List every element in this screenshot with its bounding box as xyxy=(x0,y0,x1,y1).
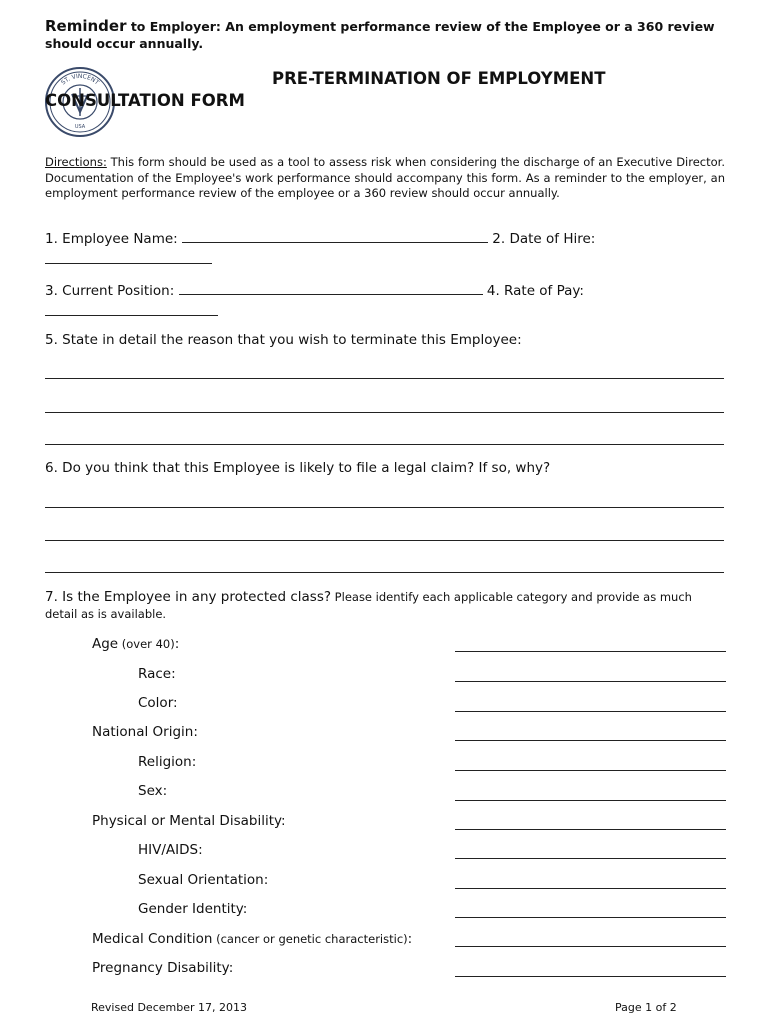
reminder-rest: to Employer: An employment performance review of the Employee or a 360 review should occur annually. xyxy=(45,19,715,51)
category-sex-field[interactable] xyxy=(455,800,726,801)
directions-label: Directions: xyxy=(45,155,107,169)
seal-bottom-text: USA xyxy=(74,124,86,130)
q5-answer-line[interactable] xyxy=(45,378,724,379)
category-medical-condition-label: Medical Condition (cancer or genetic characteristic): xyxy=(92,931,413,947)
category-color-field[interactable] xyxy=(455,711,726,712)
q6-answer-line[interactable] xyxy=(45,572,724,573)
category-national-origin-field[interactable] xyxy=(455,740,726,741)
directions-paragraph xyxy=(45,155,725,202)
seal-top-text: ST. VINCENT xyxy=(59,72,101,87)
footer-revised: Revised December 17, 2013 xyxy=(91,1001,247,1014)
reminder-text xyxy=(45,18,735,52)
category-gender-identity-field[interactable] xyxy=(455,917,726,918)
category-age-label: Age (over 40): xyxy=(92,636,180,652)
q5-answer-line[interactable] xyxy=(45,412,724,413)
q5-answer-line[interactable] xyxy=(45,444,724,445)
category-hiv-aids-field[interactable] xyxy=(455,858,726,859)
q2-label: 2. Date of Hire: xyxy=(492,231,596,247)
form-title-line1: PRE-TERMINATION OF EMPLOYMENT xyxy=(272,69,606,88)
footer-page-number: Page 1 of 2 xyxy=(615,1001,677,1014)
q4-label: 4. Rate of Pay: xyxy=(486,283,584,299)
category-race-field[interactable] xyxy=(455,681,726,682)
directions-text: This form should be used as a tool to assess risk when considering the discharge of an Executive Director. Documentation of the Employee's work performance should accompany this form. As a reminder to the employer, an employment performance review of the employee or a 360 review should occur annually. xyxy=(45,155,725,200)
category-medical-condition-field[interactable] xyxy=(455,946,726,947)
q7-note: Please identify each applicable category and provide as much detail as is available. xyxy=(45,590,692,621)
current-position-field[interactable] xyxy=(179,282,483,295)
category-race-label: Race: xyxy=(138,666,176,682)
form-title-line2: CONSULTATION FORM xyxy=(45,91,245,110)
q1-label: 1. Employee Name: xyxy=(45,231,178,247)
category-sexual-orientation-field[interactable] xyxy=(455,888,726,889)
category-disability-field[interactable] xyxy=(455,829,726,830)
q6-label: 6. Do you think that this Employee is likely to file a legal claim? If so, why? xyxy=(45,460,551,476)
q6-answer-line[interactable] xyxy=(45,507,724,508)
category-religion-label: Religion: xyxy=(138,754,197,770)
category-sex-label: Sex: xyxy=(138,783,168,799)
category-age-field[interactable] xyxy=(455,651,726,652)
reminder-lead: Reminder xyxy=(45,17,127,35)
rate-of-pay-field[interactable] xyxy=(45,315,218,316)
category-disability-label: Physical or Mental Disability: xyxy=(92,813,286,829)
q5-label: 5. State in detail the reason that you wish to terminate this Employee: xyxy=(45,332,522,348)
category-pregnancy-disability-label: Pregnancy Disability: xyxy=(92,960,234,976)
category-religion-field[interactable] xyxy=(455,770,726,771)
category-sexual-orientation-label: Sexual Orientation: xyxy=(138,872,269,888)
category-hiv-aids-label: HIV/AIDS: xyxy=(138,842,203,858)
q3-label: 3. Current Position: xyxy=(45,283,175,299)
q3-row xyxy=(45,282,584,299)
q6-answer-line[interactable] xyxy=(45,540,724,541)
date-of-hire-field[interactable] xyxy=(45,263,212,264)
category-color-label: Color: xyxy=(138,695,178,711)
category-gender-identity-label: Gender Identity: xyxy=(138,901,248,917)
employee-name-field[interactable] xyxy=(182,230,488,243)
q7-label: 7. Is the Employee in any protected class? xyxy=(45,589,332,605)
q7-paragraph xyxy=(45,589,725,623)
category-national-origin-label: National Origin: xyxy=(92,724,198,740)
q1-row xyxy=(45,230,595,247)
category-pregnancy-disability-field[interactable] xyxy=(455,976,726,977)
